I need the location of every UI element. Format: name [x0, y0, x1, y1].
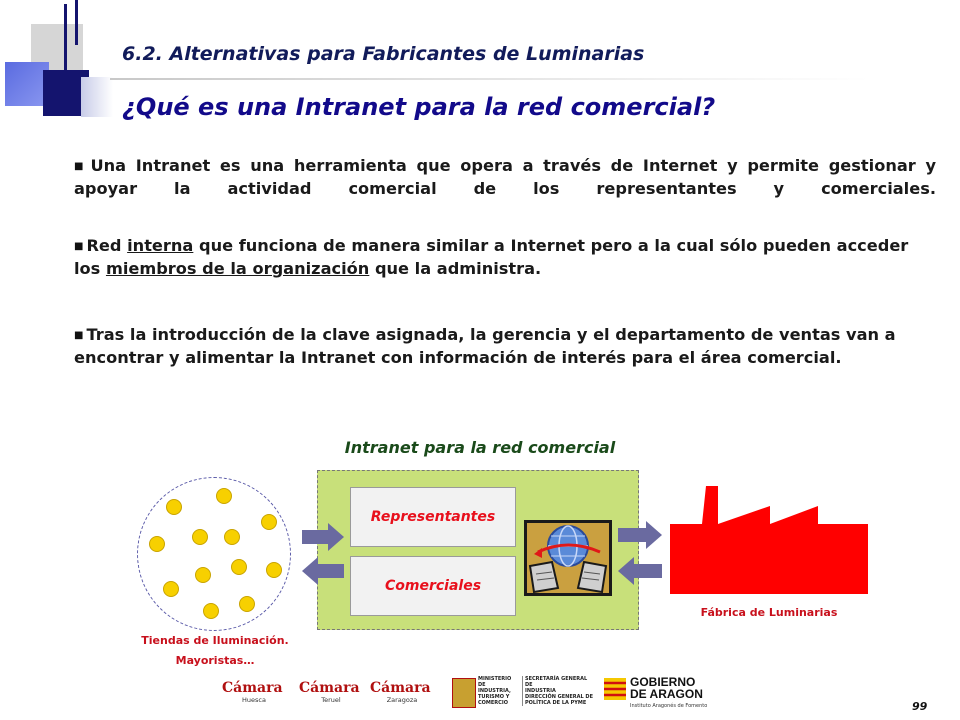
- logo-camara-zaragoza: Cámara Zaragoza: [370, 680, 431, 704]
- factory-label: Fábrica de Luminarias: [700, 606, 838, 619]
- logo-ministerio-industria: MINISTERIO DE INDUSTRIA, TURISMO Y COMERCIO SECRETARÍA GENERAL DE INDUSTRIA DIRECCIÓN GENERAL DE POLÍTICA DE LA PYME: [452, 676, 592, 710]
- bullet-internal-network: ■ Red interna que funciona de manera similar a Internet pero a la cual sólo pueden acceder los miembros de la organización que la administra.: [74, 236, 909, 278]
- header-decoration-vertical-line: [64, 4, 67, 116]
- store-dot: [231, 559, 247, 575]
- salespeople-box: Comerciales: [350, 556, 516, 616]
- page-number: 99: [912, 700, 928, 713]
- store-dot: [166, 499, 182, 515]
- store-dot: [149, 536, 165, 552]
- stores-label-line2: Mayoristas…: [175, 654, 255, 667]
- bullet-password-access: ■ Tras la introducción de la clave asignada, la gerencia y el departamento de ventas van a encontrar y alimentar la Intranet con información de interés para el área comercial.: [74, 325, 896, 367]
- bullet-intranet-definition: ■ Una Intranet es una herramienta que opera a través de Internet y permite gestionar y apoyar la actividad comercial de los representantes y comerciales.: [74, 156, 936, 198]
- bullet-square-icon: ■: [74, 241, 84, 252]
- store-dot: [224, 529, 240, 545]
- aragon-flag-icon: [604, 678, 626, 700]
- representatives-box: Representantes: [350, 487, 516, 547]
- bullet-square-icon: ■: [74, 161, 88, 172]
- store-dot: [163, 581, 179, 597]
- store-dot: [239, 596, 255, 612]
- logo-camara-teruel: Cámara Teruel: [299, 680, 360, 704]
- arrow-left-icon: [618, 557, 662, 585]
- header-divider-line: [110, 78, 870, 80]
- arrows-intranet-factory: [612, 518, 666, 590]
- logo-gobierno-aragon: GOBIERNO DE ARAGON Instituto Aragonés de Fomento: [604, 676, 724, 712]
- diagram-title: Intranet para la red comercial: [344, 438, 616, 457]
- store-dot: [266, 562, 282, 578]
- stores-circle: [137, 477, 291, 631]
- slide-title: ¿Qué es una Intranet para la red comercial?: [122, 93, 716, 121]
- coat-of-arms-icon: [452, 678, 476, 708]
- section-title: 6.2. Alternativas para Fabricantes de Luminarias: [122, 43, 645, 65]
- store-dot: [261, 514, 277, 530]
- stores-label: Tiendas de Iluminación.: [141, 634, 289, 647]
- factory-icon: [668, 484, 870, 596]
- arrow-left-icon: [302, 557, 344, 585]
- store-dot: [195, 567, 211, 583]
- header-decoration-vertical-line-short: [75, 0, 78, 45]
- bullet-square-icon: ■: [74, 330, 84, 341]
- logo-camara-huesca: Cámara Huesca: [222, 680, 283, 704]
- store-dot: [216, 488, 232, 504]
- arrow-right-icon: [302, 523, 344, 551]
- store-dot: [203, 603, 219, 619]
- store-dot: [192, 529, 208, 545]
- header-decoration-fade: [81, 77, 113, 117]
- network-computers-icon: [522, 518, 614, 598]
- arrows-stores-intranet: [298, 520, 348, 590]
- arrow-right-icon: [618, 521, 662, 549]
